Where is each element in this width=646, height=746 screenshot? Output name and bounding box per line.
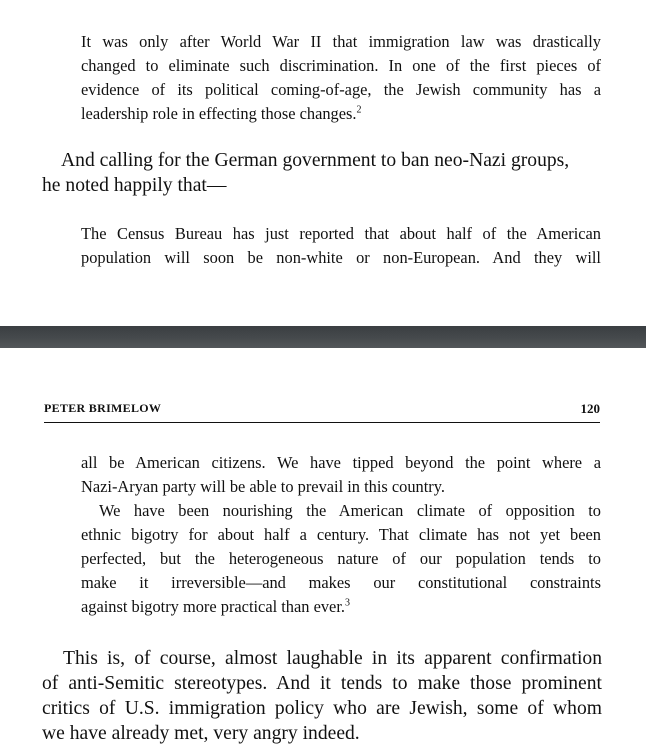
- text-line: of anti-Semitic stereotypes. And it tends to make those prominent: [42, 673, 602, 694]
- quote-line: population will soon be non-white or non-European. And they will: [81, 248, 601, 267]
- footnote-marker: 2: [356, 104, 362, 116]
- quote-line-text: leadership role in effecting those changes.: [81, 104, 357, 123]
- quote-line: make it irreversible—and makes our constitutional constraints: [81, 573, 601, 592]
- quote-line: evidence of its political coming-of-age, the Jewish community has a: [81, 80, 601, 99]
- quote-line: [81, 102, 601, 126]
- quote-line: The Census Bureau has just reported that about half of the American: [81, 224, 601, 243]
- text-line: he noted happily that—: [42, 175, 227, 196]
- quote-line: all be American citizens. We have tipped beyond the point where a: [81, 453, 601, 472]
- text-line: And calling for the German government to ban neo-Nazi groups,: [61, 150, 570, 171]
- quote-line: perfected, but the heterogeneous nature of our population tends to: [81, 549, 601, 568]
- quote-line: [81, 595, 601, 619]
- running-head: PETER BRIMELOW: [44, 401, 162, 415]
- quote-line: ethnic bigotry for about half a century. That climate has not yet been: [81, 525, 601, 544]
- quote-line: We have been nourishing the American climate of opposition to: [99, 501, 601, 520]
- block-quote-3: [81, 451, 601, 619]
- quote-line: Nazi-Aryan party will be able to prevail in this country.: [81, 477, 445, 496]
- footnote-marker: 3: [344, 597, 350, 609]
- page-number: 120: [580, 401, 600, 416]
- body-paragraph-2: [42, 646, 602, 746]
- quote-line: changed to eliminate such discrimination. In one of the first pieces of: [81, 56, 601, 75]
- block-quote-2: [81, 222, 601, 270]
- text-line: critics of U.S. immigration policy who are Jewish, some of whom: [42, 698, 602, 719]
- running-header: [44, 398, 600, 423]
- quote-line: It was only after World War II that immigration law was drastically: [81, 32, 601, 51]
- page-divider: [0, 326, 646, 350]
- quote-line-text: against bigotry more practical than ever.: [81, 597, 345, 616]
- body-paragraph-1: [42, 148, 602, 198]
- text-line: This is, of course, almost laughable in its apparent confirmation: [63, 648, 602, 669]
- block-quote-1: [81, 30, 601, 126]
- text-line: we have already met, very angry indeed.: [42, 723, 360, 744]
